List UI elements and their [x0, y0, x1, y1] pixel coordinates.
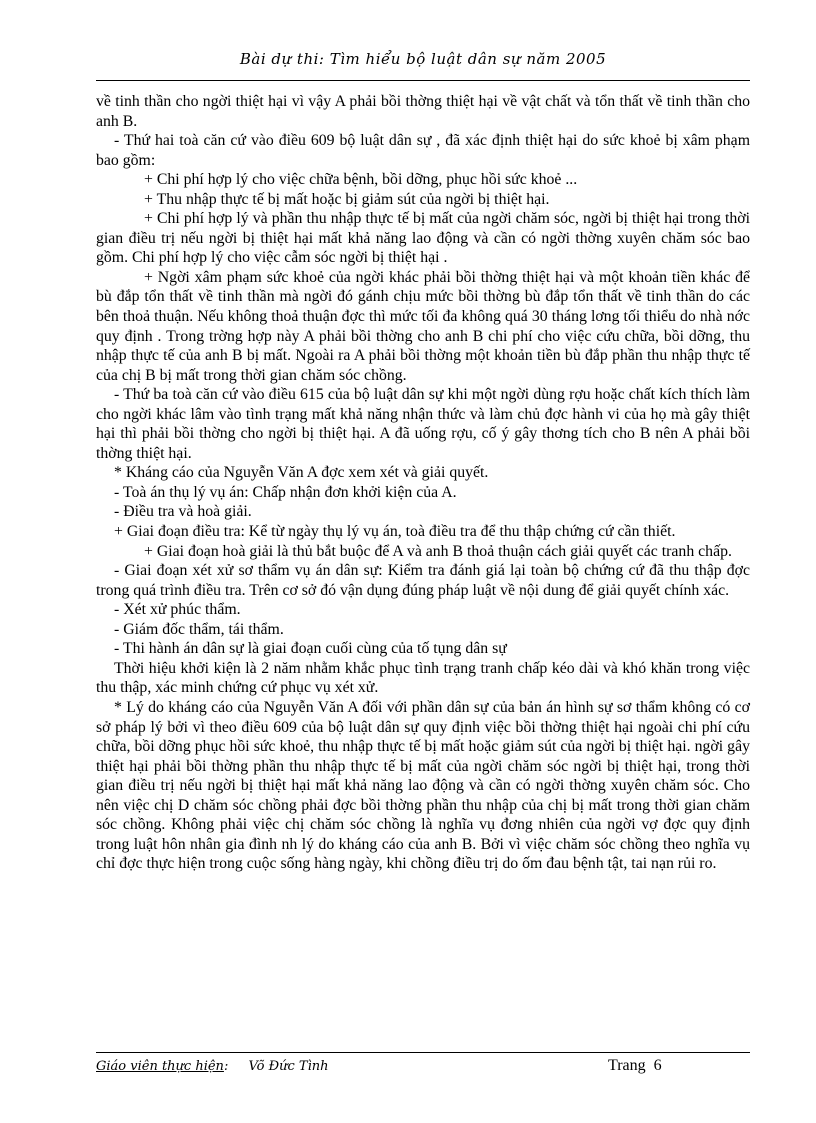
- paragraph: + Thu nhập thực tế bị mất hoặc bị giảm sút của ngời bị thiệt hại.: [144, 190, 550, 208]
- paragraph: + Giai đoạn hoà giải là thủ bắt buộc để A và anh B thoả thuận cách giải quyết các tranh chấp.: [144, 542, 732, 560]
- paragraph: * Kháng cáo của Nguyễn Văn A đợc xem xét và giải quyết.: [114, 464, 489, 482]
- paragraph: Thời hiệu khởi kiện là 2 năm nhằm khắc phục tình trạng tranh chấp kéo dài và khó khăn trong việc thu thập, xác minh chứng cứ phục vụ xét xử.: [96, 659, 750, 697]
- page-number: 6: [653, 1057, 662, 1074]
- paragraph: * Lý do kháng cáo của Nguyễn Văn A đối với phần dân sự của bản án hình sự sơ thẩm không có cơ sở pháp lý bởi vì theo điều 609 của bộ luật dân sự quy định việc bồi thờng thiệt hại ngoài chi phí cứu chữa, bồi dỡng phục hồi sức khoẻ, thu nhập thực tế bị mất hoặc giảm sút của ngời bị thiệt hại. ngời gây thiệt hại phải bồi thờng phần thu nhập thực tế bị mất của ngời chăm sóc ngời bị thiệt hại, trong thời gian điều trị nếu ngời bị thiệt hại mất khả năng lao động và cần có ngời thờng xuyên chăm sóc. Cho nên việc chị D chăm sóc chồng phải đợc bồi thờng phần thu nhập của chị bị mất trong thời gian chăm sóc chồng. Không phải việc chị chăm sóc chồng là nghĩa vụ đơng nhiên của ngời vợ đợc quy định trong luật hôn nhân gia đình nh lý do kháng cáo của anh B. Bởi vì việc chăm sóc chồng theo nghĩa vụ chỉ đợc thực hiện trong cuộc sống hàng ngày, khi chồng điều trị do ốm đau bệnh tật, tai nạn rủi ro.: [96, 698, 750, 873]
- document-body: [96, 92, 750, 874]
- footer-author: [96, 1059, 328, 1074]
- footer-divider: [96, 1052, 750, 1053]
- teacher-separator: :: [223, 1059, 229, 1074]
- paragraph: về tinh thần cho ngời thiệt hại vì vậy A phải bồi thờng thiệt hại về vật chất và tổn thất về tinh thần cho anh B.: [96, 93, 750, 130]
- paragraph: - Thứ hai toà căn cứ vào điều 609 bộ luật dân sự , đã xác định thiệt hại do sức khoẻ bị xâm phạm bao gồm:: [96, 132, 750, 169]
- header-divider: [96, 80, 750, 81]
- teacher-label: Giáo viên thực hiện: [96, 1059, 224, 1074]
- paragraph: - Điều tra và hoà giải.: [114, 503, 252, 521]
- teacher-name: Võ Đức Tình: [248, 1059, 329, 1074]
- paragraph: - Giám đốc thẩm, tái thẩm.: [114, 620, 284, 638]
- paragraph: + Chi phí hợp lý và phần thu nhập thực tế bị mất của ngời chăm sóc, ngời bị thiệt hại trong thời gian điều trị nếu ngời bị thiệt hại mất khả năng lao động và cần có ngời thờng xuyên chăm sóc bao gồm. Chi phí hợp lý cho việc cẫm sóc ngời bị thiệt hại .: [96, 210, 750, 267]
- header-title: Bài dự thi: Tìm hiểu bộ luật dân sự năm 2005: [239, 50, 607, 68]
- paragraph: - Thứ ba toà căn cứ vào điều 615 của bộ luật dân sự khi một ngời dùng rợu hoặc chất kích thích làm cho ngời khác lâm vào tình trạng mất khả năng nhận thức và làm chủ đợc hành vi của họ mà gây thiệt hại thì phải bồi thờng cho ngời bị thiệt hại. A đã uống rợu, cố ý gây thơng tích cho B nên A phải bồi thờng thiệt hại.: [96, 386, 750, 462]
- paragraph: + Giai đoạn điều tra: Kể từ ngày thụ lý vụ án, toà điều tra để thu thập chứng cứ cần thiết.: [114, 523, 676, 541]
- page-indicator: [608, 1057, 662, 1075]
- page-header: [96, 50, 750, 78]
- paragraph: - Toà án thụ lý vụ án: Chấp nhận đơn khởi kiện của A.: [114, 483, 457, 501]
- paragraph: - Giai đoạn xét xử sơ thẩm vụ án dân sự: Kiểm tra đánh giá lại toàn bộ chứng cứ đã thu thập đợc trong quá trình điều tra. Trên cơ sở đó vận dụng đúng pháp luật về nội dung để giải quyết chính xác.: [96, 562, 750, 599]
- paragraph: + Ngời xâm phạm sức khoẻ của ngời khác phải bồi thờng thiệt hại và một khoản tiền khác để bù đắp tổn thất về tinh thần mà ngời đó gánh chịu mức bồi thờng bù đắp tổn thất về tinh thần do các bên thoả thuận. Nếu không thoả thuận đợc thì mức tối đa không quá 30 tháng lơng tối thiểu do nhà nớc quy định . Trong trờng hợp này A phải bồi thờng cho anh B chi phí cho việc cứu chữa, bồi dỡng, thu nhập thực tế của anh B bị mất. Ngoài ra A phải bồi thờng một khoản tiền bù đắp phần thu nhập thực tế của chị B bị mất trong thời gian chăm sóc chồng.: [96, 268, 750, 384]
- page-label: Trang: [608, 1057, 646, 1074]
- paragraph: - Thi hành án dân sự là giai đoạn cuối cùng của tố tụng dân sự: [114, 640, 507, 658]
- paragraph: - Xét xử phúc thẩm.: [114, 601, 241, 619]
- paragraph: + Chi phí hợp lý cho việc chữa bệnh, bồi dỡng, phục hồi sức khoẻ ...: [144, 171, 578, 189]
